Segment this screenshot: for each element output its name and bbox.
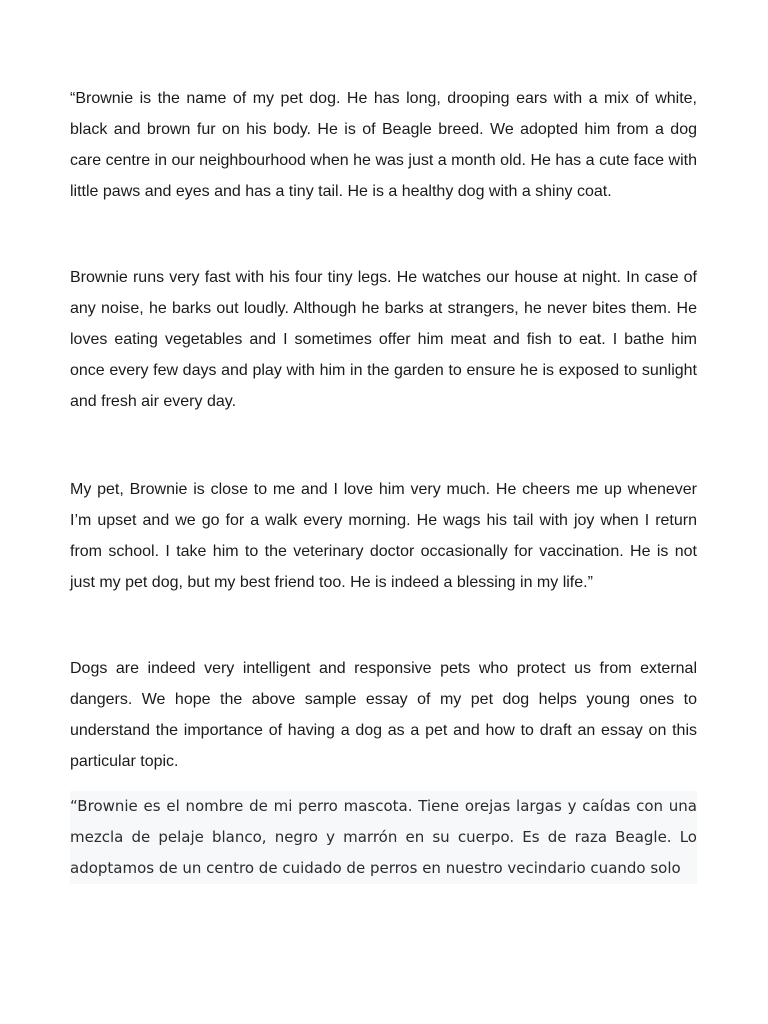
translation-block [70,791,697,884]
paragraph-habits: Brownie runs very fast with his four tiny legs. He watches our house at night. In case of any noise, he barks out loudly. Although he barks at strangers, he never bites them. He loves eating vegetables and I sometimes offer him meat and fish to eat. I bathe him once every few days and play with him in the garden to ensure he is exposed to sunlight and fresh air every day. [70,269,697,410]
paragraph-conclusion: Dogs are indeed very intelligent and responsive pets who protect us from external dangers. We hope the above sample essay of my pet dog helps young ones to understand the importance of having a dog as a pet and how to draft an essay on this particular topic. [70,660,697,770]
paragraph-friendship: My pet, Brownie is close to me and I love him very much. He cheers me up whenever I’m upset and we go for a walk every morning. He wags his tail with joy when I return from school. I take him to the veterinary doctor occasionally for vaccination. He is not just my pet dog, but my best friend too. He is indeed a blessing in my life.” [70,481,697,591]
translation-paragraph: “Brownie es el nombre de mi perro mascota. Tiene orejas largas y caídas con una mezcla de pelaje blanco, negro y marrón en su cuerpo. Es de raza Beagle. Lo adoptamos de un centro de cuidado de perros en nuestro vecindario cuando solo [70,797,697,877]
paragraph-intro: “Brownie is the name of my pet dog. He has long, drooping ears with a mix of white, black and brown fur on his body. He is of Beagle breed. We adopted him from a dog care centre in our neighbourhood when he was just a month old. He has a cute face with little paws and eyes and has a tiny tail. He is a healthy dog with a shiny coat. [70,90,697,200]
